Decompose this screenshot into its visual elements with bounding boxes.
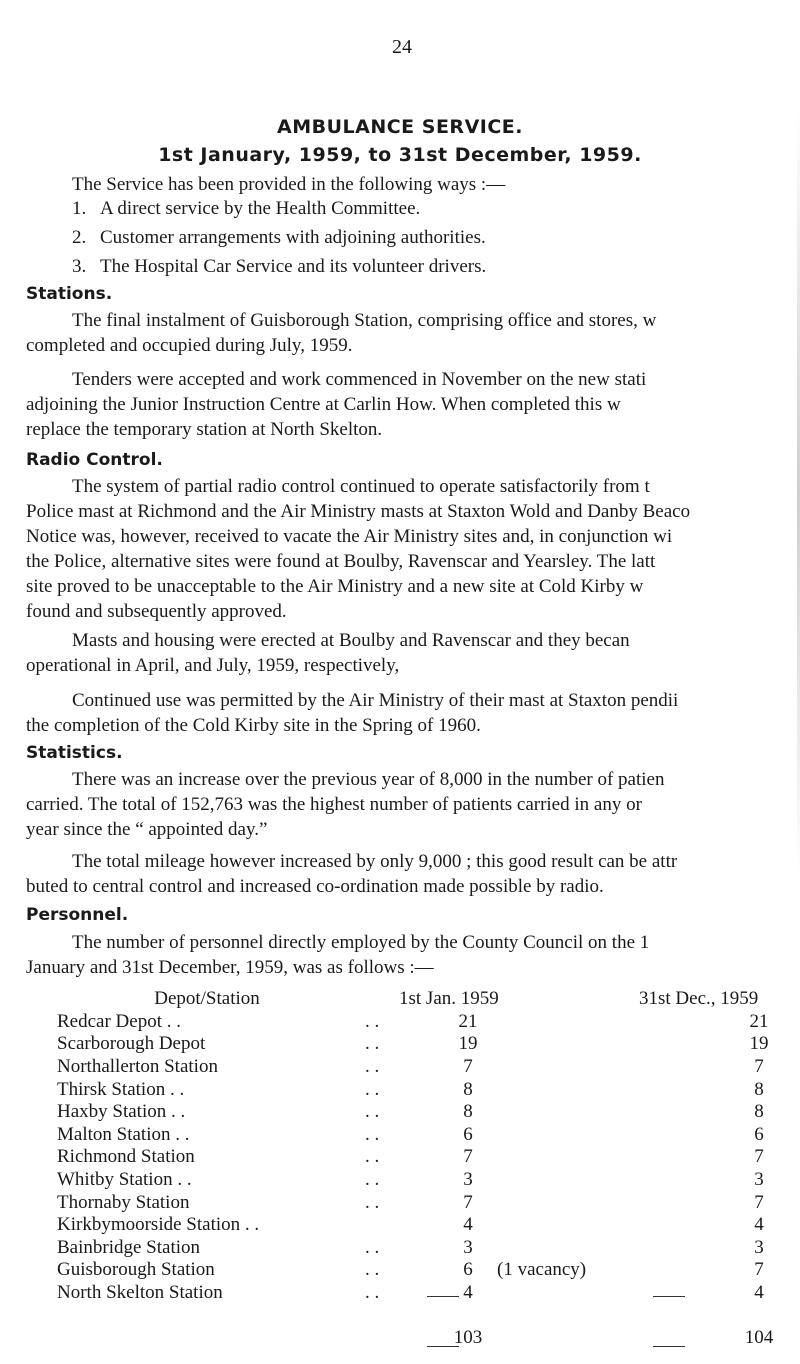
total-rule xyxy=(427,1296,459,1297)
row-leader: . . xyxy=(365,1282,380,1304)
table-row xyxy=(57,1237,779,1260)
station-name: Thirsk Station . . xyxy=(57,1078,185,1100)
table-row xyxy=(57,1033,779,1056)
text-line: site proved to be unacceptable to the Air Ministry and a new site at Cold Kirby w xyxy=(26,576,644,597)
list-text: The Hospital Car Service and its volunteer drivers. xyxy=(100,256,487,277)
jan-count xyxy=(365,1214,639,1237)
row-leader: . . xyxy=(365,1259,380,1281)
jan-count xyxy=(365,1282,639,1305)
jan-value: 8 xyxy=(463,1078,473,1100)
station-name: Kirkbymoorside Station . . xyxy=(57,1214,260,1236)
total-rule xyxy=(427,1346,459,1347)
row-leader: . . xyxy=(365,1169,380,1191)
section-heading-stations: Stations. xyxy=(26,284,113,304)
paragraph xyxy=(26,474,800,624)
dec-value: 3 xyxy=(754,1169,764,1191)
station-name: Bainbridge Station xyxy=(57,1236,201,1258)
total-rule xyxy=(653,1296,685,1297)
vacancy-note: (1 vacancy) xyxy=(497,1259,587,1281)
list-text: Customer arrangements with adjoining authorities. xyxy=(100,227,486,248)
dec-count xyxy=(639,1146,779,1169)
text-line: The final instalment of Guisborough Station, comprising office and stores, w xyxy=(72,310,657,331)
list-number: 3. xyxy=(72,256,87,277)
text-line: The number of personnel directly employed by the County Council on the 1 xyxy=(72,932,650,953)
jan-total-value: 103 xyxy=(453,1326,483,1348)
station-name: Richmond Station xyxy=(57,1146,195,1168)
table-row xyxy=(57,1056,779,1079)
paragraph xyxy=(26,688,800,738)
text-line: buted to central control and increased co-ordination made possible by radio. xyxy=(26,876,604,897)
row-leader: . . xyxy=(365,1010,380,1032)
dec-count xyxy=(639,1101,779,1124)
station-name: Thornaby Station xyxy=(57,1191,190,1213)
text-line: January and 31st December, 1959, was as follows :— xyxy=(26,957,434,978)
table-row xyxy=(57,1191,779,1214)
jan-value: 21 xyxy=(458,1010,478,1032)
list-item xyxy=(72,227,486,249)
jan-value: 7 xyxy=(463,1191,473,1213)
row-leader: . . xyxy=(365,1056,380,1078)
jan-total xyxy=(365,1326,639,1349)
jan-value: 4 xyxy=(463,1282,473,1304)
dec-count xyxy=(639,1124,779,1147)
text-line: replace the temporary station at North Skelton. xyxy=(26,419,383,440)
table-row xyxy=(57,1011,779,1034)
jan-count xyxy=(365,1011,639,1034)
row-leader: . . xyxy=(365,1101,380,1123)
row-leader: . . xyxy=(365,1236,380,1258)
list-item xyxy=(72,256,486,278)
text-line: The total mileage however increased by only 9,000 ; this good result can be attr xyxy=(72,851,678,872)
station-name: Guisborough Station xyxy=(57,1259,215,1281)
dec-value: 7 xyxy=(754,1146,764,1168)
document-title: AMBULANCE SERVICE. xyxy=(277,116,523,138)
jan-count xyxy=(365,1101,639,1124)
paragraph xyxy=(26,628,800,678)
table-row xyxy=(57,1078,779,1101)
dec-count xyxy=(639,1078,779,1101)
section-heading-radio-control: Radio Control. xyxy=(26,450,163,470)
station-name: Haxby Station . . xyxy=(57,1101,186,1123)
table-row xyxy=(57,1124,779,1147)
jan-count xyxy=(365,1191,639,1214)
dec-value: 8 xyxy=(754,1101,764,1123)
table-row xyxy=(57,1282,779,1305)
text-line: found and subsequently approved. xyxy=(26,601,287,622)
dec-value: 7 xyxy=(754,1191,764,1213)
dec-value: 8 xyxy=(754,1078,764,1100)
text-line: There was an increase over the previous year of 8,000 in the number of patien xyxy=(72,769,665,790)
station-name: North Skelton Station xyxy=(57,1282,223,1304)
jan-value: 6 xyxy=(463,1123,473,1145)
paragraph xyxy=(26,930,800,980)
jan-value: 4 xyxy=(463,1214,473,1236)
jan-value: 7 xyxy=(463,1146,473,1168)
section-heading-personnel: Personnel. xyxy=(26,905,129,925)
table-row xyxy=(57,1169,779,1192)
total-rule xyxy=(653,1346,685,1347)
jan-count xyxy=(365,1033,639,1056)
paragraph xyxy=(26,767,800,842)
jan-value: 6 xyxy=(463,1259,473,1281)
dec-count xyxy=(639,1011,779,1034)
page-number: 24 xyxy=(392,36,412,58)
dec-count xyxy=(639,1214,779,1237)
jan-count xyxy=(365,1078,639,1101)
list-number: 1. xyxy=(72,198,87,219)
text-line: completed and occupied during July, 1959. xyxy=(26,335,353,356)
column-header: 31st Dec., 1959 xyxy=(639,988,759,1010)
list-number: 2. xyxy=(72,227,87,248)
dec-value: 7 xyxy=(754,1056,764,1078)
row-leader: . . xyxy=(365,1191,380,1213)
row-leader: . . xyxy=(365,1123,380,1145)
text-line: year since the “ appointed day.” xyxy=(26,819,268,840)
jan-count xyxy=(365,1056,639,1079)
jan-count xyxy=(365,1124,639,1147)
station-name: Scarborough Depot xyxy=(57,1033,206,1055)
total-label xyxy=(57,1326,365,1349)
text-line: adjoining the Junior Instruction Centre at Carlin How. When completed this w xyxy=(26,394,621,415)
list-item xyxy=(72,198,420,220)
personnel-table xyxy=(57,988,779,1349)
text-line: Tenders were accepted and work commenced in November on the new stati xyxy=(72,369,647,390)
jan-count xyxy=(365,1237,639,1260)
station-name: Whitby Station . . xyxy=(57,1169,192,1191)
table-header-row xyxy=(57,988,779,1011)
intro-text: The Service has been provided in the following ways :— xyxy=(72,174,506,195)
section-heading-statistics: Statistics. xyxy=(26,743,123,763)
table-row xyxy=(57,1146,779,1169)
dec-count xyxy=(639,1259,779,1282)
jan-value: 8 xyxy=(463,1101,473,1123)
jan-value: 19 xyxy=(458,1033,478,1055)
row-leader: . . xyxy=(365,1033,380,1055)
jan-value: 3 xyxy=(463,1236,473,1258)
dec-value: 4 xyxy=(754,1214,764,1236)
station-name: Northallerton Station xyxy=(57,1056,218,1078)
dec-value: 4 xyxy=(754,1282,764,1304)
table-row xyxy=(57,1259,779,1282)
jan-value: 3 xyxy=(463,1169,473,1191)
dec-value: 7 xyxy=(754,1259,764,1281)
table-row xyxy=(57,1214,779,1237)
table-spacer-row xyxy=(57,1304,779,1326)
text-line: Police mast at Richmond and the Air Ministry masts at Staxton Wold and Danby Beaco xyxy=(26,501,691,522)
text-line: operational in April, and July, 1959, respectively, xyxy=(26,655,400,676)
document-subtitle: 1st January, 1959, to 31st December, 1959. xyxy=(158,144,642,166)
dec-value: 19 xyxy=(749,1033,769,1055)
text-line: The system of partial radio control continued to operate satisfactorily from t xyxy=(72,476,650,497)
dec-count xyxy=(639,1056,779,1079)
text-line: Masts and housing were erected at Boulby and Ravenscar and they becan xyxy=(72,630,630,651)
jan-count xyxy=(365,1259,639,1282)
dec-value: 6 xyxy=(754,1123,764,1145)
dec-total-value: 104 xyxy=(744,1326,774,1348)
text-line: the completion of the Cold Kirby site in the Spring of 1960. xyxy=(26,715,481,736)
column-header: Depot/Station xyxy=(154,988,260,1010)
list-text: A direct service by the Health Committee. xyxy=(100,198,421,219)
text-line: carried. The total of 152,763 was the highest number of patients carried in any or xyxy=(26,794,642,815)
dec-value: 3 xyxy=(754,1236,764,1258)
row-leader: . . xyxy=(365,1078,380,1100)
dec-count xyxy=(639,1282,779,1305)
text-line: Continued use was permitted by the Air Ministry of their mast at Staxton pendii xyxy=(72,690,679,711)
jan-count xyxy=(365,1146,639,1169)
paragraph xyxy=(26,308,800,358)
text-line: Notice was, however, received to vacate the Air Ministry sites and, in conjunction wi xyxy=(26,526,673,547)
jan-value: 7 xyxy=(463,1056,473,1078)
dec-value: 21 xyxy=(749,1010,769,1032)
dec-count xyxy=(639,1237,779,1260)
paragraph xyxy=(26,849,800,899)
column-header: 1st Jan. 1959 xyxy=(399,988,499,1010)
spacer-cell xyxy=(57,1304,365,1326)
station-name: Redcar Depot . . xyxy=(57,1010,181,1032)
row-leader: . . xyxy=(365,1146,380,1168)
text-line: the Police, alternative sites were found at Boulby, Ravenscar and Yearsley. The latt xyxy=(26,551,656,572)
station-name: Malton Station . . xyxy=(57,1123,190,1145)
dec-count xyxy=(639,1033,779,1056)
dec-count xyxy=(639,1191,779,1214)
dec-count xyxy=(639,1169,779,1192)
jan-count xyxy=(365,1169,639,1192)
paragraph xyxy=(26,367,800,442)
table-row xyxy=(57,1101,779,1124)
